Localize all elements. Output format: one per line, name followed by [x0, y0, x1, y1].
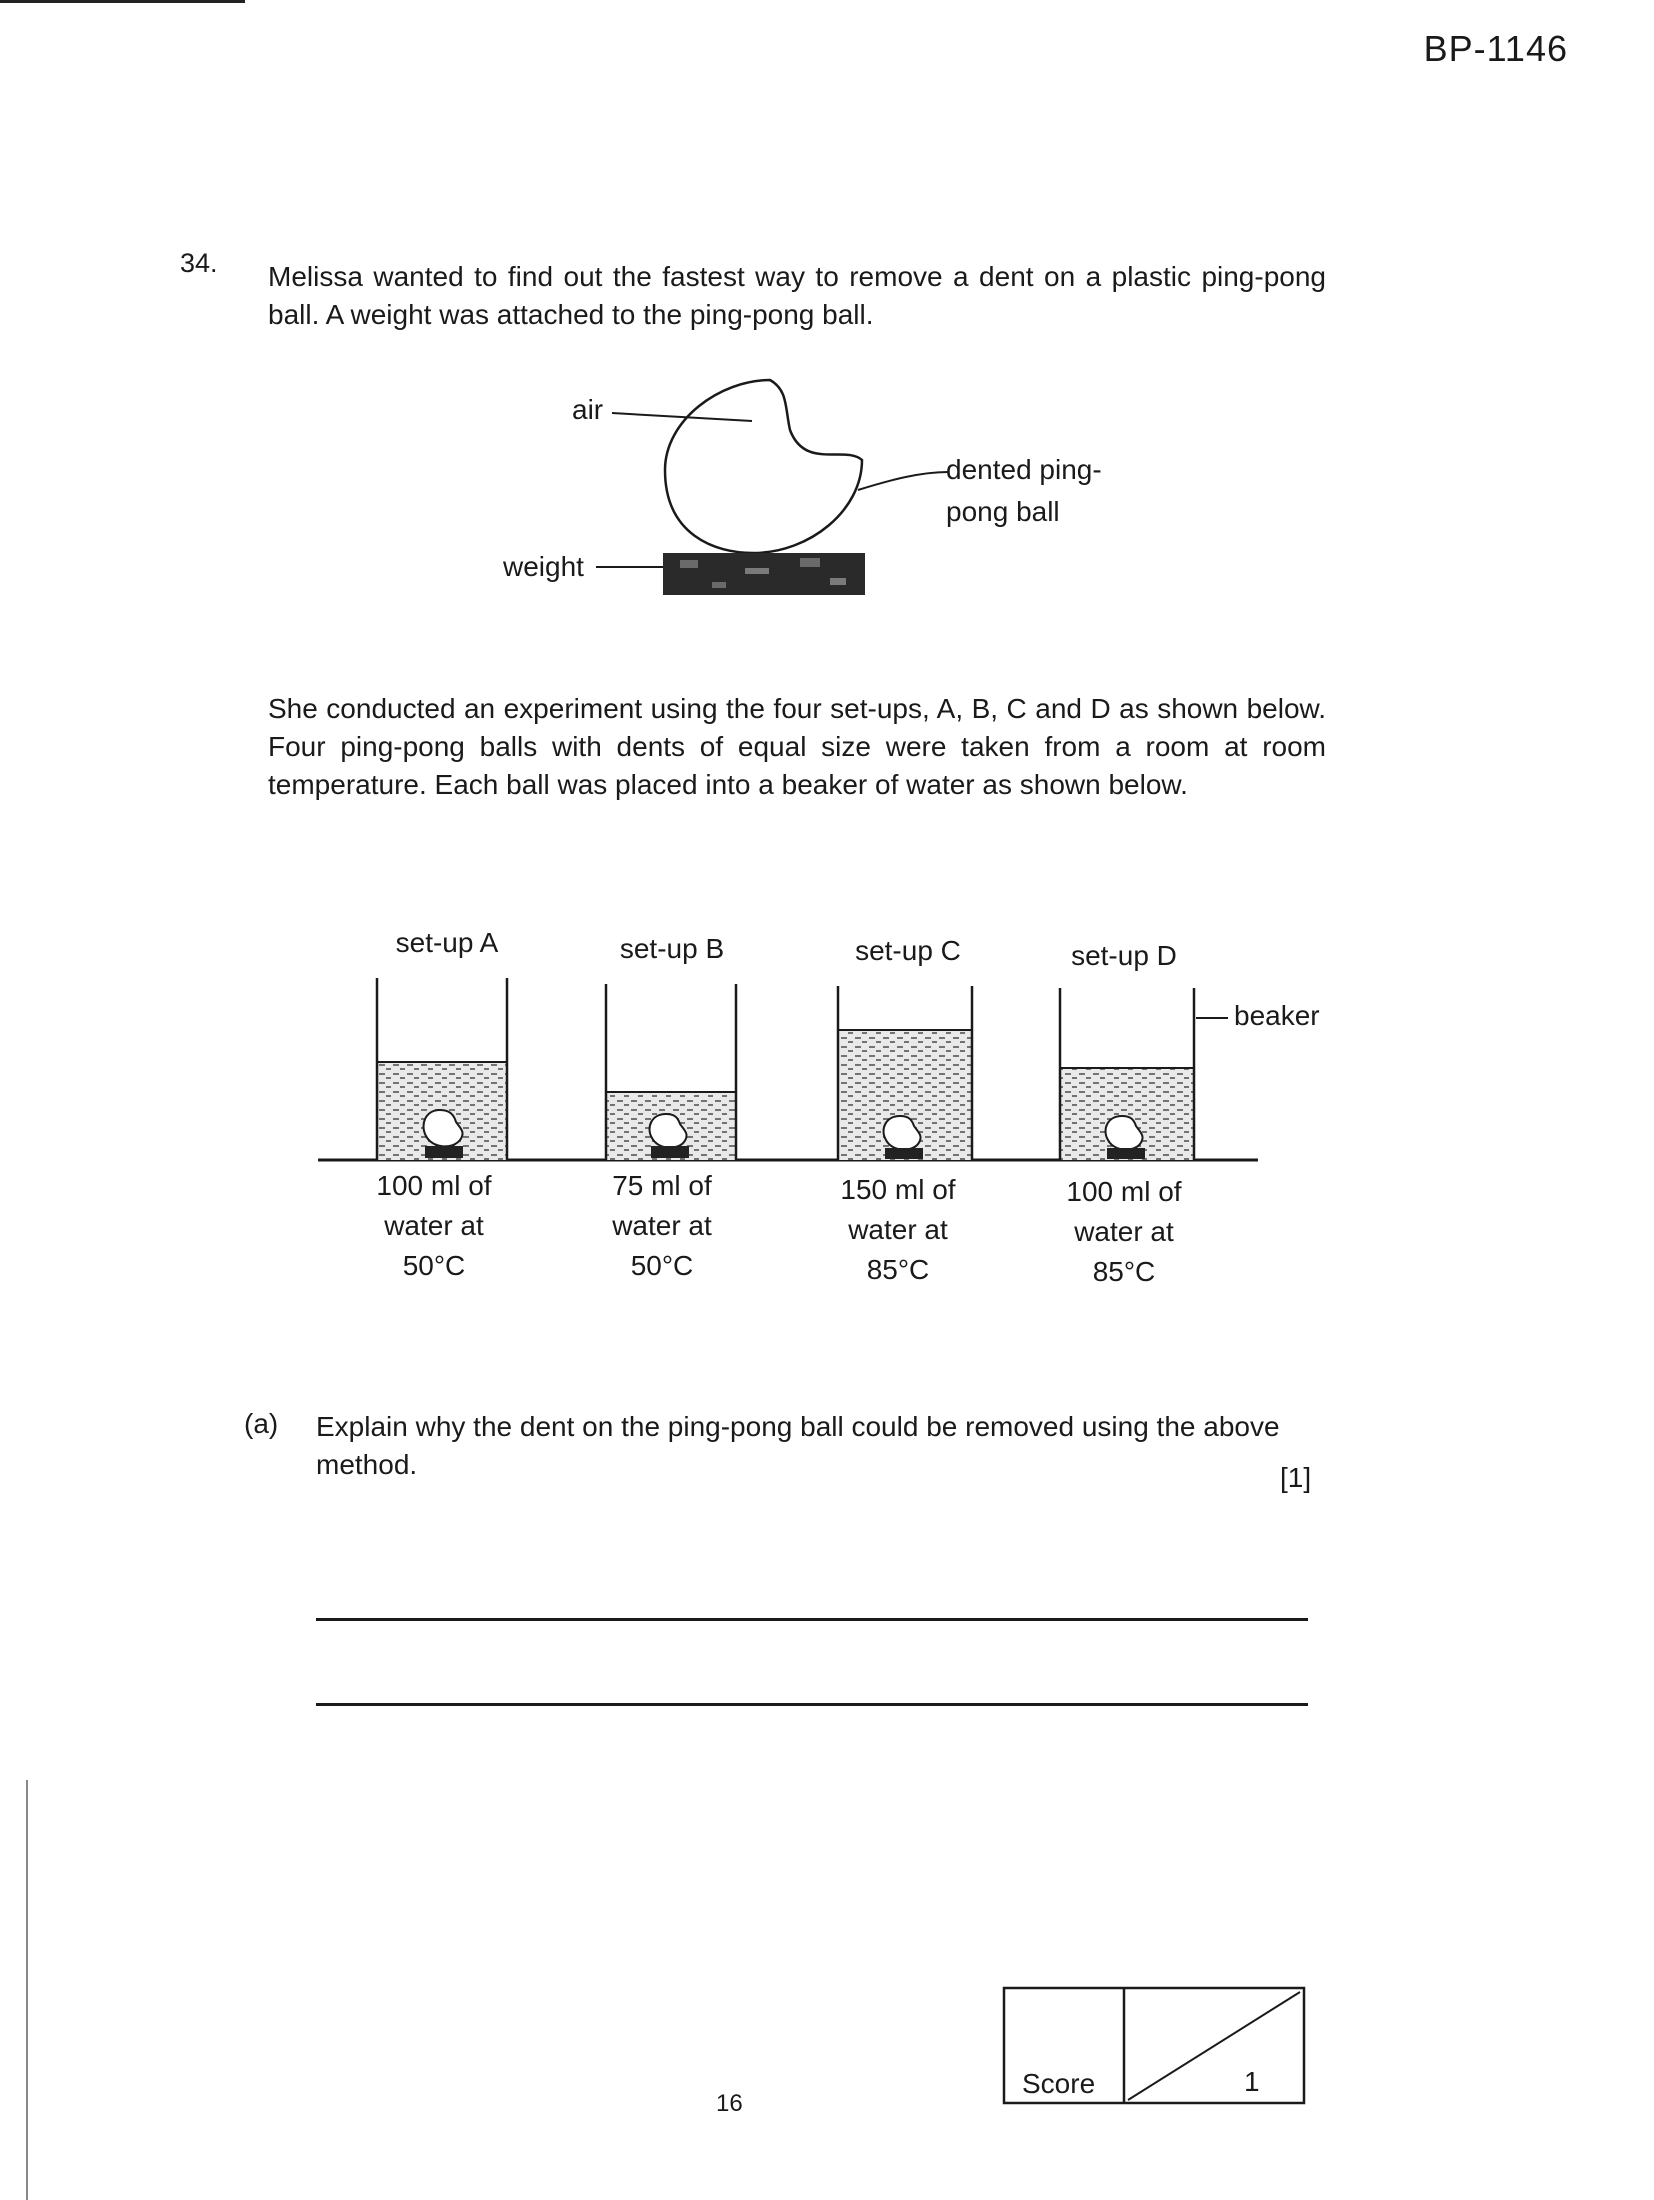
ball-label-line1: dented ping- — [946, 454, 1102, 485]
question-intro: Melissa wanted to find out the fastest way to remove a dent on a plastic ping-pong ball. A weight was attached to the ping-pong ball. — [268, 261, 1326, 330]
page-number: 16 — [716, 2090, 743, 2117]
beaker-c — [838, 986, 972, 1160]
setup-c-title: set-up C — [855, 935, 961, 966]
score-label: Score — [1022, 2068, 1096, 2099]
paper-id: BP-1146 — [1423, 28, 1568, 69]
answer-line-1[interactable] — [316, 1618, 1308, 1621]
score-max: 1 — [1244, 2066, 1260, 2097]
beaker-d — [1060, 988, 1194, 1160]
part-a-label: (a) — [244, 1408, 279, 1439]
beaker-b — [606, 984, 736, 1160]
setup-a-caption: 100 ml of water at 50°C — [376, 1170, 492, 1281]
setup-c-caption: 150 ml of water at 85°C — [840, 1174, 956, 1285]
weight-label: weight — [503, 551, 584, 582]
question-number: 34. — [180, 248, 218, 278]
setup-a-title: set-up A — [395, 927, 499, 958]
part-a-question: Explain why the dent on the ping-pong ball could be removed using the above method. — [316, 1411, 1280, 1480]
air-label: air — [572, 394, 604, 425]
setup-d-title: set-up D — [1071, 940, 1177, 971]
part-a-marks: [1] — [1280, 1462, 1312, 1493]
beaker-a — [377, 978, 507, 1160]
ball-label-line2: pong ball — [946, 496, 1060, 527]
setup-b-title: set-up B — [619, 933, 725, 964]
setup-description: She conducted an experiment using the four set-ups, A, B, C and D as shown below. Four ping-pong balls with dents of equal size were taken from a room at room temperature. Each ball was placed into a beaker of water as shown below. — [268, 693, 1326, 800]
answer-line-2[interactable] — [316, 1703, 1308, 1706]
beaker-label: beaker — [1234, 1000, 1320, 1031]
margin-line — [26, 1780, 28, 2200]
setup-d-caption: 100 ml of water at 85°C — [1066, 1176, 1182, 1287]
score-diagonal — [1128, 1992, 1300, 2100]
setup-b-caption: 75 ml of water at 50°C — [612, 1170, 712, 1281]
